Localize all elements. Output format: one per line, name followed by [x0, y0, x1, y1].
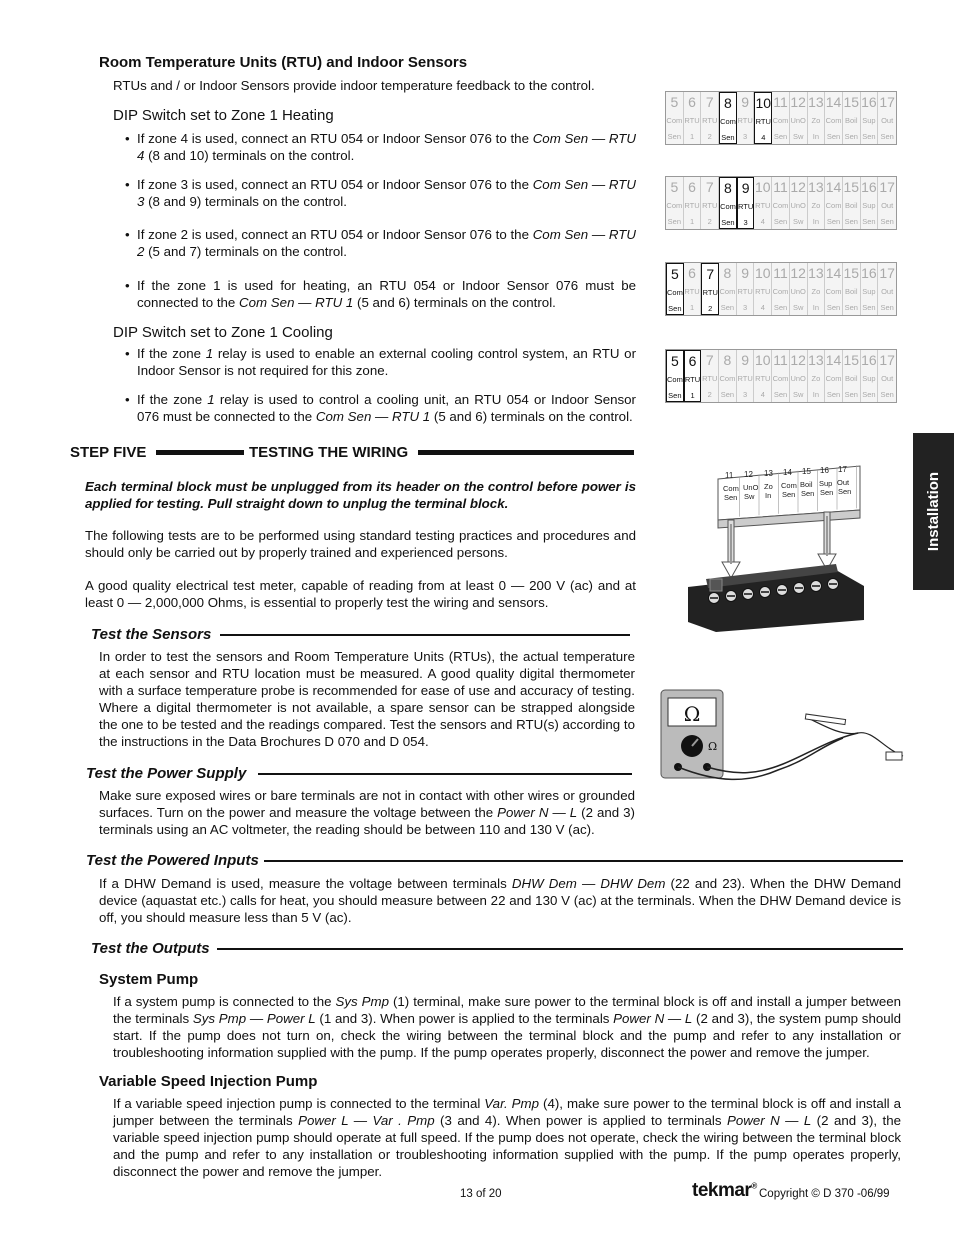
terminal-14: 14 Com Sen — [825, 350, 843, 402]
terminal-9: 9 RTU 3 — [737, 177, 755, 229]
terminal-11: 11 Com Sen — [772, 263, 790, 315]
diagram-l1-16: Sup — [819, 479, 833, 488]
diagram-l1-17: Out — [837, 478, 850, 487]
terminal-11: 11 Com Sen — [772, 177, 790, 229]
meter-dial-ohm: Ω — [708, 740, 718, 753]
outputs-title: Test the Outputs — [91, 940, 210, 957]
heating-title: DIP Switch set to Zone 1 Heating — [113, 107, 334, 124]
terminal-8: 8 Com Sen — [719, 350, 737, 402]
terminal-17: 17 Out Sen — [879, 352, 895, 399]
diagram-l2-15: Sen — [801, 489, 815, 498]
terminal-7: 7 RTU 2 — [701, 92, 719, 144]
diagram-term-15: 15 — [802, 467, 811, 476]
terminal-16: 16 Sup Sen — [861, 177, 879, 229]
sensors-title: Test the Sensors — [91, 626, 212, 643]
terminal-9: 9 RTU 3 — [737, 263, 755, 315]
terminal-10: 10 RTU 4 — [754, 177, 772, 229]
terminal-5: 5 Com Sen — [666, 350, 684, 402]
terminal-15: 15 Boil Sen — [843, 177, 861, 229]
terminal-strip-zone3 — [665, 176, 897, 230]
cooling-title: DIP Switch set to Zone 1 Cooling — [113, 324, 333, 341]
step-bar-left — [156, 450, 244, 455]
terminal-12: 12 UnO Sw — [790, 350, 808, 402]
step-label: STEP FIVE — [70, 444, 147, 461]
diagram-term-13: 13 — [764, 469, 773, 478]
terminal-10: 10 RTU 4 — [754, 92, 772, 144]
step-title: TESTING THE WIRING — [249, 444, 409, 461]
diagram-l1-11: Com — [723, 484, 739, 493]
terminal-16: 16 Sup Sen — [861, 92, 879, 144]
terminal-strip-zone2 — [665, 262, 897, 316]
power-body: Make sure exposed wires or bare terminals are not in contact with other wires or grounded surfaces. Turn on the power and measure the voltage between the Power N — L (2 and 3) terminals using an AC voltmeter, the reading should be between 110 and 130 V (ac). — [99, 788, 635, 837]
terminal-14: 14 Com Sen — [825, 177, 843, 229]
rtu-intro: RTUs and / or Indoor Sensors provide indoor temperature feedback to the control. — [113, 78, 595, 93]
terminal-17: 17 Out Sen — [879, 94, 895, 141]
terminal-strip-zone1 — [665, 349, 897, 403]
terminal-6: 6 RTU 1 — [684, 263, 702, 315]
variable-pump-title: Variable Speed Injection Pump — [99, 1073, 318, 1090]
terminal-8: 8 Com Sen — [719, 92, 737, 144]
power-rule — [258, 773, 632, 775]
multimeter-diagram — [658, 688, 908, 788]
terminal-6: 6 RTU 1 — [684, 350, 702, 402]
terminal-5: 5 Com Sen — [666, 177, 684, 229]
diagram-l1-15: Boil — [800, 480, 813, 489]
diagram-l1-13: Zo — [764, 482, 773, 491]
terminal-16: 16 Sup Sen — [861, 263, 879, 315]
terminal-12: 12 UnO Sw — [790, 177, 808, 229]
diagram-labels — [686, 462, 866, 522]
diagram-term-12: 12 — [744, 470, 753, 479]
terminal-10: 10 RTU 4 — [754, 350, 772, 402]
powered-title: Test the Powered Inputs — [86, 852, 259, 869]
powered-rule — [264, 860, 903, 862]
diagram-l2-12: Sw — [744, 492, 755, 501]
outputs-rule — [217, 948, 903, 950]
diagram-l2-16: Sen — [820, 488, 834, 497]
terminal-14: 14 Com Sen — [825, 92, 843, 144]
page-number: 13 of 20 — [460, 1188, 502, 1200]
copyright: Copyright © D 370 -06/99 — [759, 1188, 890, 1200]
diagram-l2-13: In — [765, 491, 772, 500]
diagram-l2-17: Sen — [838, 487, 852, 496]
terminal-14: 14 Com Sen — [825, 263, 843, 315]
terminal-5: 5 Com Sen — [666, 263, 684, 315]
terminal-9: 9 RTU 3 — [737, 92, 755, 144]
terminal-12: 12 UnO Sw — [790, 92, 808, 144]
variable-pump-body: If a variable speed injection pump is connected to the terminal Var. Pmp (4), make sure power to the terminal block is off and install a jumper between the terminals Power L — Var . Pmp (3 and 4). When power is applied to terminals Power N — L (2 and 3), the variable speed injection pump should operate at full speed. If the pump does not operate, check the wiring between the terminal block and the pump and refer to any installation or troubleshooting information supplied with the pump. If the pump operates properly, disconnect the power and remove the jumper. — [113, 1096, 902, 1179]
diagram-l1-12: UnO — [743, 483, 759, 492]
terminal-9: 9 RTU 3 — [737, 350, 755, 402]
diagram-term-11: 11 — [725, 471, 734, 480]
diagram-term-17: 17 — [838, 465, 847, 474]
terminal-15: 15 Boil Sen — [843, 92, 861, 144]
terminal-17: 17 Out Sen — [879, 265, 895, 312]
terminal-15: 15 Boil Sen — [843, 263, 861, 315]
terminal-6: 6 RTU 1 — [684, 92, 702, 144]
diagram-l2-11: Sen — [724, 493, 738, 502]
terminal-11: 11 Com Sen — [772, 92, 790, 144]
terminal-8: 8 Com Sen — [719, 177, 737, 229]
terminal-11: 11 Com Sen — [772, 350, 790, 402]
sensors-body: In order to test the sensors and Room Temperature Units (RTUs), the actual temperature at each sensor and RTU location must be measured. A good quality digital thermometer with a surface temperature probe is recommended for ease of use and accuracy of testing. Where a digital thermometer is not available, a spare sensor can be strapped alongside the one to be tested and the readings compared. Test the sensors and RTU(s) according to the instructions in the Data Brochures D 070 and D 054. — [99, 649, 635, 749]
terminal-13: 13 Zo In — [808, 263, 826, 315]
terminal-13: 13 Zo In — [808, 177, 826, 229]
tekmar-logo: tekmar® — [692, 1180, 757, 1201]
tests-intro: The following tests are to be performed using standard testing practices and procedures and should only be carried out by properly trained and experienced persons. — [85, 528, 636, 560]
unplug-warning: Each terminal block must be unplugged from its header on the control before power is applied for testing. Pull straight down to unplug the terminal block. — [85, 479, 636, 511]
terminal-5: 5 Com Sen — [666, 92, 684, 144]
step-bar-right — [418, 450, 634, 455]
rtu-title: Room Temperature Units (RTU) and Indoor Sensors — [99, 54, 468, 71]
terminal-8: 8 Com Sen — [719, 263, 737, 315]
terminal-7: 7 RTU 2 — [701, 263, 719, 315]
terminal-7: 7 RTU 2 — [701, 177, 719, 229]
diagram-term-16: 16 — [820, 466, 829, 475]
test-meter-note: A good quality electrical test meter, capable of reading from at least 0 — 200 V (ac) and at least 0 — 2,000,000 Ohms, is essential to properly test the wiring and sensors. — [85, 578, 636, 610]
sensors-rule — [220, 634, 630, 636]
terminal-strip-zone4 — [665, 91, 897, 145]
terminal-15: 15 Boil Sen — [843, 350, 861, 402]
power-title: Test the Power Supply — [86, 765, 247, 782]
terminal-17: 17 Out Sen — [879, 179, 895, 226]
terminal-7: 7 RTU 2 — [701, 350, 719, 402]
system-pump-body: If a system pump is connected to the Sys Pmp (1) terminal, make sure power to the terminal block is off and install a jumper between the terminals Sys Pmp — Power L (1 and 3). When power is applied to the terminals Power N — L (2 and 3), the system pump should start. If the pump does not turn on, check the wiring between the terminal block and the pump and refer to any installation or troubleshooting information supplied with the pump. If the pump operates properly, disconnect the power and remove the jumper. — [113, 994, 901, 1060]
terminal-13: 13 Zo In — [808, 92, 826, 144]
powered-body: If a DHW Demand is used, measure the voltage between terminals DHW Dem — DHW Dem (22 and 23). When the DHW Demand device (aquastat etc.) calls for heat, you should measure between 22 and 130 V (ac) at the terminals. When the DHW Demand device is off, you should measure less than 5 V (ac). — [99, 876, 901, 925]
meter-display-ohm: Ω — [683, 702, 701, 726]
installation-tab-label: Installation — [925, 471, 942, 552]
diagram-term-14: 14 — [783, 468, 792, 477]
terminal-12: 12 UnO Sw — [790, 263, 808, 315]
terminal-6: 6 RTU 1 — [684, 177, 702, 229]
terminal-13: 13 Zo In — [808, 350, 826, 402]
terminal-10: 10 RTU 4 — [754, 263, 772, 315]
diagram-l2-14: Sen — [782, 490, 796, 499]
terminal-16: 16 Sup Sen — [861, 350, 879, 402]
system-pump-title: System Pump — [99, 971, 199, 988]
diagram-l1-14: Com — [781, 481, 797, 490]
